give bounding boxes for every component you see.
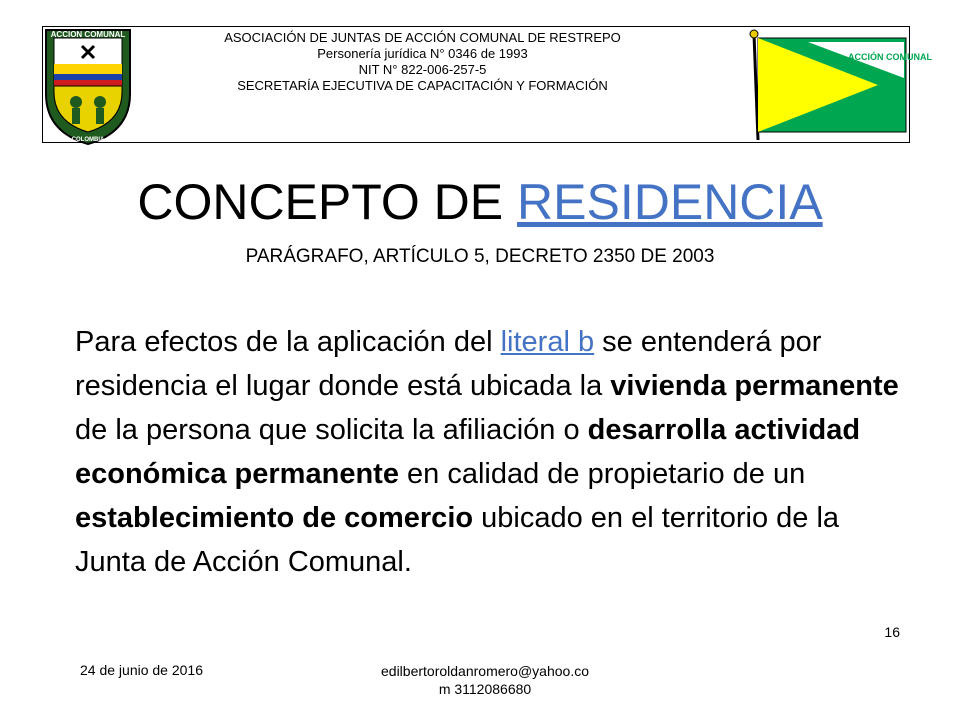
bold-actividad-economica: desarrolla actividad económica permanente — [75, 414, 861, 490]
body-paragraph — [75, 320, 905, 584]
footer-date: 24 de junio de 2016 — [80, 662, 203, 678]
body-text-3: de la persona que solicita la afiliación o — [75, 414, 588, 446]
flag-text: ACCIÓN COMUNAL — [848, 52, 932, 62]
body-text-4: en calidad de propietario de un — [398, 458, 806, 490]
bold-establecimiento-comercio: establecimiento de comercio — [75, 502, 474, 534]
footer-email-line1: edilbertoroldanromero@yahoo.co — [381, 663, 589, 679]
footer-contact — [340, 662, 630, 698]
shield-bottom-text: COLOMBIA — [71, 137, 105, 143]
accion-comunal-flag-logo — [748, 28, 932, 142]
literal-b-link[interactable]: literal b — [500, 326, 595, 358]
org-name: ASOCIACIÓN DE JUNTAS DE ACCIÓN COMUNAL DE RESTREPO — [224, 30, 621, 45]
shield-top-text: ACCION COMUNAL — [50, 30, 126, 39]
nit-number: NIT N° 822-006-257-5 — [358, 62, 487, 77]
slide-subtitle: PARÁGRAFO, ARTÍCULO 5, DECRETO 2350 DE 2003 — [245, 246, 715, 267]
header-text-block — [150, 30, 695, 94]
body-text-2: se entenderá por residencia el lugar donde está ubicada la — [75, 326, 822, 402]
accion-comunal-shield-logo — [38, 24, 138, 148]
footer-email-line2: m 3112086680 — [438, 681, 532, 697]
secretaria-title: SECRETARÍA EJECUTIVA DE CAPACITACIÓN Y FORMACIÓN — [237, 78, 608, 93]
bold-vivienda-permanente: vivienda permanente — [610, 370, 899, 402]
body-text-1: Para efectos de la aplicación del — [75, 326, 501, 358]
body-text-5: ubicado en el territorio de la Junta de Acción Comunal. — [75, 502, 840, 578]
slide-title — [0, 172, 960, 232]
personeria-juridica: Personería jurídica N° 0346 de 1993 — [317, 46, 528, 61]
page-number: 16 — [884, 624, 900, 640]
title-prefix: CONCEPTO DE — [137, 174, 518, 230]
residencia-link[interactable]: RESIDENCIA — [517, 174, 823, 230]
